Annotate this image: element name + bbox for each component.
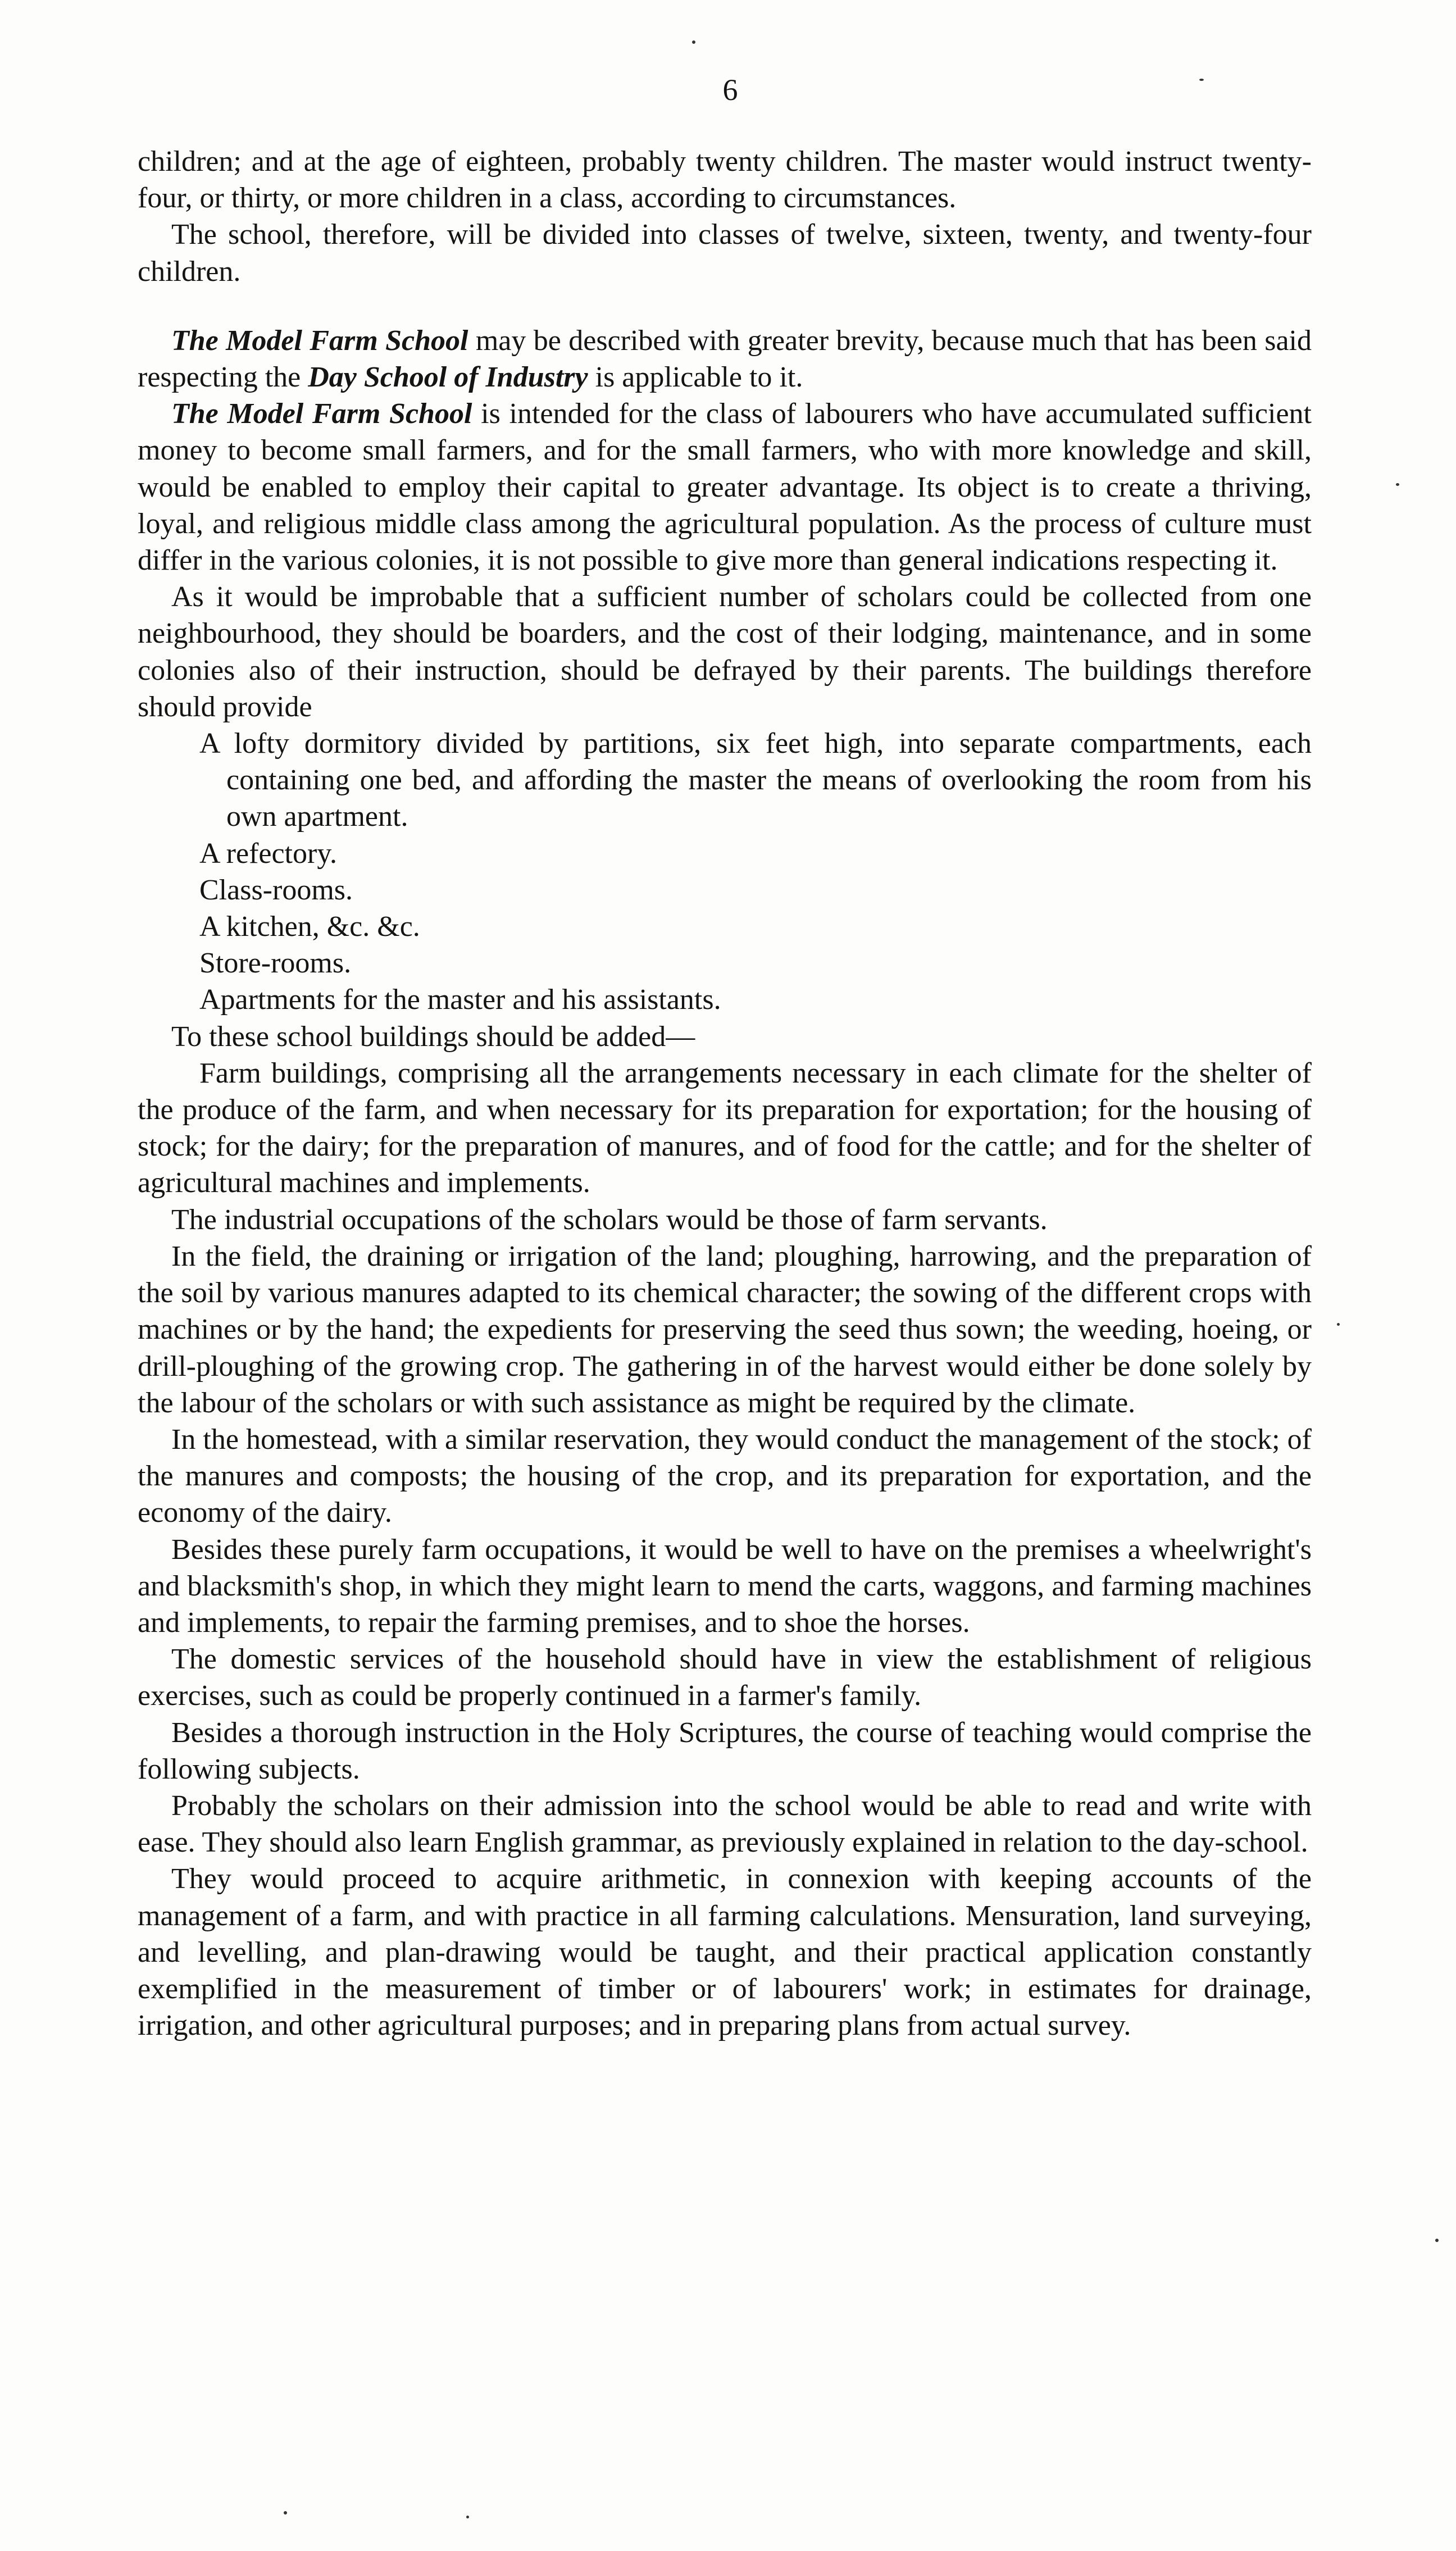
- paragraph-model-farm-purpose: [138, 395, 1312, 579]
- list-item: Apartments for the master and his assistants.: [199, 984, 721, 1016]
- italic-day-school-of-industry: Day School of Industry: [308, 361, 588, 394]
- scan-speck: [1435, 2239, 1439, 2242]
- list-item: A refectory.: [199, 837, 337, 870]
- paragraph-classes: The school, therefore, will be divided into classes of twelve, sixteen, twenty, and twenty-four children.: [138, 219, 1312, 288]
- list-item: A kitchen, &c. &c.: [199, 911, 420, 943]
- paragraph-industrial-occupations: The industrial occupations of the scholars would be those of farm servants.: [171, 1203, 1048, 1236]
- paragraph-gap: [138, 290, 1312, 322]
- paragraph-holy-scriptures: Besides a thorough instruction in the Holy Scriptures, the course of teaching would comprise the following subjects.: [138, 1716, 1312, 1785]
- scan-speck: [1396, 483, 1399, 486]
- paragraph-homestead: In the homestead, with a similar reservation, they would conduct the management of the stock; of the manures and composts; the housing of the crop, and its preparation for exportation, and the economy of the dairy.: [138, 1423, 1312, 1529]
- paragraph-domestic-services: The domestic services of the household should have in view the establishment of religious exercises, such as could be properly continued in a farmer's family.: [138, 1643, 1312, 1712]
- paragraph-continuation: children; and at the age of eighteen, probably twenty children. The master would instruct twenty-four, or thirty, or more children in a class, according to circumstances.: [138, 145, 1312, 215]
- body-text: [138, 143, 1312, 2044]
- paragraph-farm-buildings: Farm buildings, comprising all the arrangements necessary in each climate for the shelter of the produce of the farm, and when necessary for its preparation for exportation; for the housing of stock; for the dairy; for the preparation of manures, and of food for the cattle; and for the shelter of agricultural machines and implements.: [138, 1057, 1312, 1199]
- scan-speck: [692, 40, 695, 44]
- list-item: Store-rooms.: [199, 947, 352, 980]
- paragraph-arithmetic: They would proceed to acquire arithmetic, in connexion with keeping accounts of the management of a farm, and with practice in all farming calculations. Mensuration, land surveying, and levelling, and plan-drawing would be taught, and their practical application constantly exemplified in the measurement of timber or of labourers' work; in estimates for drainage, irrigation, and other agricultural purposes; and in preparing plans from actual survey.: [138, 1863, 1312, 2042]
- text-segment: may be described with greater brevity, because much that has been said respecting the: [138, 324, 1312, 394]
- paragraph-admission: Probably the scholars on their admission into the school would be able to read and write with ease. They should also learn English grammar, as previously explained in relation to the day-school.: [138, 1789, 1312, 1859]
- paragraph-boarders: As it would be improbable that a sufficient number of scholars could be collected from one neighbourhood, they should be boarders, and the cost of their lodging, maintenance, and in some colonies also of their instruction, should be defrayed by their parents. The buildings therefore should provide: [138, 581, 1312, 723]
- scan-speck: [1337, 1323, 1340, 1326]
- scan-speck: [1199, 79, 1204, 81]
- scan-speck: [466, 2516, 469, 2518]
- list-item: Class-rooms.: [199, 874, 353, 906]
- page-number: 6: [722, 73, 738, 107]
- italic-model-farm-school: The Model Farm School: [171, 398, 472, 430]
- paragraph-added-intro: To these school buildings should be added—: [171, 1020, 695, 1053]
- scan-speck: [284, 2511, 287, 2514]
- list-item: A lofty dormitory divided by partitions, six feet high, into separate compartments, each containing one bed, and affording the master the means of overlooking the room from his own apartment.: [199, 727, 1312, 833]
- text-segment: is applicable to it.: [588, 361, 803, 394]
- paragraph-in-the-field: In the field, the draining or irrigation of the land; ploughing, harrowing, and the preparation of the soil by various manures adapted to its chemical character; the sowing of the different crops with machines or by the hand; the expedients for preserving the seed thus sown; the weeding, hoeing, or drill-ploughing of the growing crop. The gathering in of the harvest would either be done solely by the labour of the scholars or with such assistance as might be required by the climate.: [138, 1240, 1312, 1419]
- paragraph-workshops: Besides these purely farm occupations, it would be well to have on the premises a wheelwright's and blacksmith's shop, in which they might learn to mend the carts, waggons, and farming machines and implements, to repair the farming premises, and to shoe the horses.: [138, 1533, 1312, 1639]
- text-segment: is intended for the class of labourers who have accumulated sufficient money to become small farmers, and for the small farmers, who with more knowledge and skill, would be enabled to employ their capital to greater advantage. Its object is to create a thriving, loyal, and religious middle class among the agricultural population. As the process of culture must differ in the various colonies, it is not possible to give more than general indications respecting it.: [138, 398, 1312, 577]
- italic-model-farm-school: The Model Farm School: [171, 324, 468, 357]
- buildings-list: [138, 725, 1312, 1018]
- paragraph-model-farm-intro: [138, 322, 1312, 395]
